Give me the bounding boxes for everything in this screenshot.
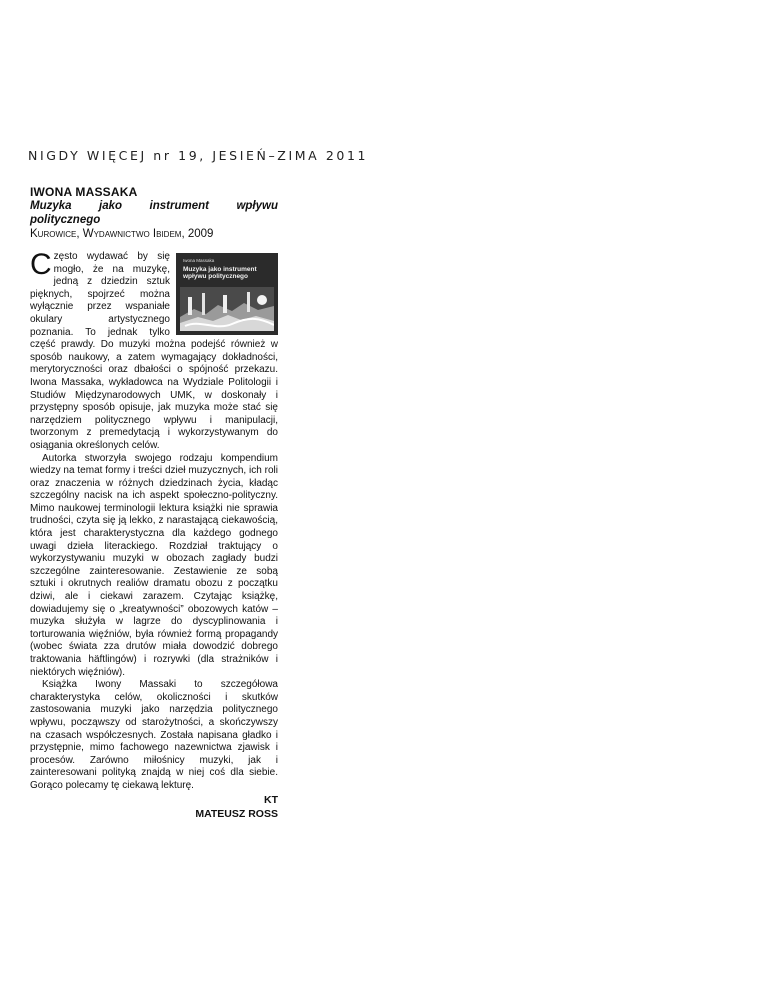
drop-cap: C	[30, 248, 52, 281]
review-paragraph-2: Autorka stworzyła swojego rodzaju kompendium wiedzy na temat formy i treści dzieł muzycznych, ich roli oraz znaczenia w różnych dziedzinach życia, kładąc szczególny nacisk na ich aspekt społeczno-polityczny. Mimo naukowej terminologii lektura książki nie sprawia trudności, czyta się ją lekko, z narastającą ciekawością, która jest charakterystyczna dla każdego godnego uwagi dzieła literackiego. Rozdział traktujący o wykorzystywaniu muzyki w obozach zagłady budzi szczególne zainteresowanie. Zestawienie ze sobą sztuki i okrutnych realiów dramatu obozu z początku dziwi, ale i ciekawi zarazem. Czytając książkę, dowiadujemy się o „kreatywności” obozowych katów – muzyka służyła w lagrze do dyscyplinowania i torturowania więźniów, była również formą propagandy (wobec świata zza drutów miała dowodzić dobrego traktowania häftlingów) i rozrywki (dla strażników i niektórych więźniów).	[30, 452, 278, 678]
review-paragraph-3: Książka Iwony Massaki to szczegółowa charakterystyka celów, okoliczności i skutków zastosowania muzyki jako narzędzia politycznego wpływu, począwszy od starożytności, a skończywszy na czasach współczesnych. Została napisana gładko i przystępnie, mimo fachowego nazewnictwa zjawisk i procesów. Zarówno miłośnicy muzyki, jak i zainteresowani polityką znajdą w niej coś dla siebie. Gorąco polecamy tę ciekawą lekturę.	[30, 679, 278, 791]
book-cover-image	[176, 253, 278, 335]
cover-photo	[180, 287, 274, 331]
cover-author: Iwona Massaka	[183, 258, 215, 263]
review-author: IWONA MASSAKA	[30, 185, 138, 199]
running-header: NIGDY WIĘCEJ nr 19, JESIEŃ–ZIMA 2011	[28, 148, 369, 163]
signature-name: MATEUSZ ROSS	[195, 807, 278, 820]
paragraph-text-1: zęsto wydawać by się mogło, że na muzykę, jedną z dziedzin sztuk pięknych, spojrzeć można wyłącznie przez wspaniałe okulary artystycznego poznania. To jednak tylko część prawdy. Do muzyki można podejść również w sposób naukowy, a zatem wymagający dokładności, merytoryczności oraz dbałości o spójność przekazu. Iwona Massaka, wykładowca na Wydziale Politologii i Studiów Międzynarodowych UMK, w doskonały i przystępny sposób opisuje, jak muzyka może stać się narzędziem politycznego wpływu i manipulacji, tworzonym z premedytacją i wykorzystywanym do osiągania określonych celów.	[30, 251, 278, 451]
book-title: Muzyka jako instrument wpływu politycznego	[30, 200, 278, 226]
publication-info: Kurowice, Wydawnictwo Ibidem, 2009	[30, 228, 214, 240]
book-review	[30, 185, 278, 821]
cover-photo-graphic	[180, 287, 274, 331]
cover-title: Muzyka jako instrument wpływu politycznego	[183, 266, 257, 280]
signature-initials: KT	[264, 793, 278, 806]
